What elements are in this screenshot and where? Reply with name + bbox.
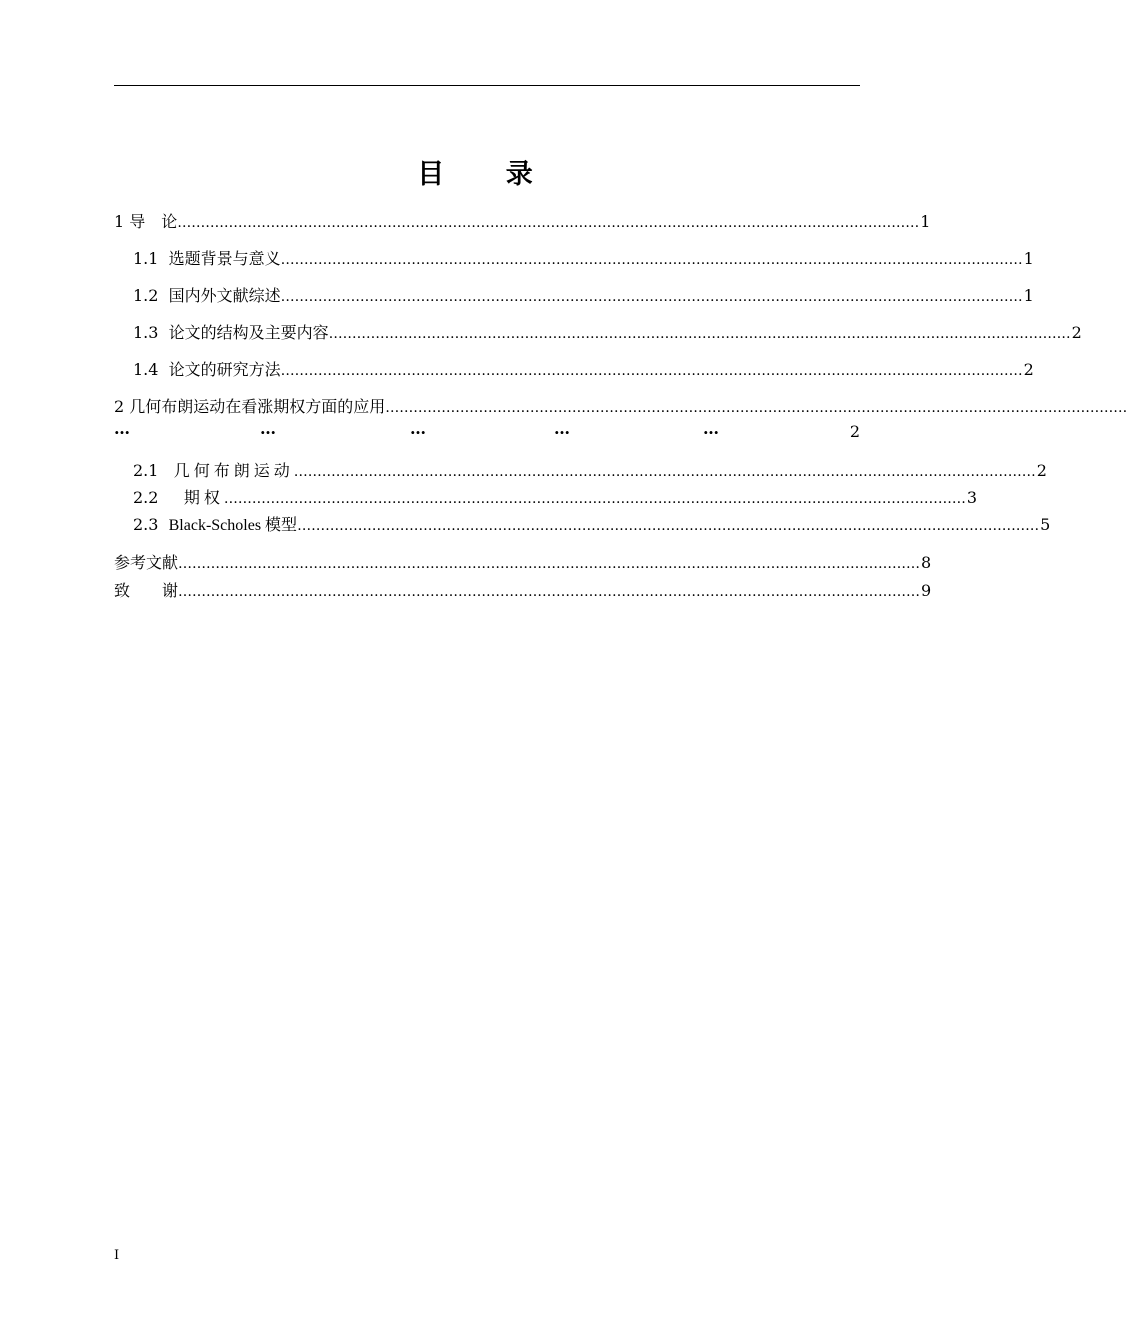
toc-title: 目 录 xyxy=(417,159,559,190)
toc-entry-1[interactable] xyxy=(114,209,931,232)
toc-entry-acknowledgements[interactable] xyxy=(114,578,932,601)
toc-page-number: 2 xyxy=(1023,360,1034,379)
leader-dot-group: … xyxy=(554,419,570,438)
leader-dot-group: … xyxy=(114,419,130,438)
toc-leader-dots: …………………………………………………………………………………………………………………………………………… xyxy=(177,215,920,231)
toc-entry-1-2[interactable] xyxy=(133,283,1034,306)
toc-entry-1-1[interactable] xyxy=(133,246,1034,269)
toc-entry-label: 2.2 期权 xyxy=(133,488,224,507)
toc-page-number: 5 xyxy=(1040,515,1051,534)
footer-page-number: I xyxy=(114,1248,120,1263)
toc-leader-dots: …………………………………………………………………………………………………………………………………………… xyxy=(223,491,966,507)
toc-leader-dots: …………………………………………………………………………………………………………………………………………… xyxy=(385,400,1127,416)
toc-leader-dots: …………………………………………………………………………………………………………………………………………… xyxy=(328,326,1071,342)
toc-entry-label: 参考文献 xyxy=(114,553,179,572)
leader-dot-group: … xyxy=(703,419,719,438)
toc-entry-2-continuation xyxy=(114,419,860,443)
toc-page-number: 2 xyxy=(1071,323,1082,342)
header-rule xyxy=(114,85,860,86)
toc-entry-label: 致 谢 xyxy=(114,581,179,600)
toc-leader-dots: …………………………………………………………………………………………………………………………………………… xyxy=(280,252,1023,268)
toc-page-number: 9 xyxy=(921,581,932,600)
toc-entry-label: 2.3 Black-Scholes 模型 xyxy=(133,515,298,534)
toc-leader-dots: …………………………………………………………………………………………………………………………………………… xyxy=(280,363,1023,379)
toc-leader-dots: …………………………………………………………………………………………………………………………………………… xyxy=(178,556,921,572)
toc-leader-dots: …………………………………………………………………………………………………………………………………………… xyxy=(280,289,1023,305)
toc-entry-label: 2 几何布朗运动在看涨期权方面的应用 xyxy=(114,397,386,416)
toc-entry-1-4[interactable] xyxy=(133,357,1034,380)
leader-dot-group: … xyxy=(260,419,276,438)
toc-entry-2-3[interactable] xyxy=(133,512,1051,535)
toc-entry-references[interactable] xyxy=(114,550,932,573)
toc-leader-dots: …………………………………………………………………………………………………………………………………………… xyxy=(293,464,1036,480)
toc-leader-dots: …………………………………………………………………………………………………………………………………………… xyxy=(297,518,1040,534)
toc-entry-1-3[interactable] xyxy=(133,320,1082,343)
toc-page-number: 1 xyxy=(1023,249,1034,268)
toc-entry-label: 1.4 论文的研究方法 xyxy=(133,360,281,379)
toc-entry-label: 1 导 论 xyxy=(114,212,178,231)
toc-page-number: 2 xyxy=(849,422,860,441)
toc-page-number: 2 xyxy=(1036,461,1047,480)
toc-page-number: 1 xyxy=(1023,286,1034,305)
toc-entry-2-2[interactable] xyxy=(133,485,978,508)
toc-page-number: 1 xyxy=(920,212,931,231)
toc-page-number: 8 xyxy=(921,553,932,572)
toc-page-number: 3 xyxy=(966,488,978,507)
toc-leader-dots: …………………………………………………………………………………………………………………………………………… xyxy=(178,584,921,600)
toc-entry-2[interactable] xyxy=(114,394,1127,417)
leader-dot-group: … xyxy=(410,419,426,438)
toc-entry-label: 2.1 几何布朗运动 xyxy=(133,461,294,480)
toc-entry-label: 1.1 选题背景与意义 xyxy=(133,249,281,268)
toc-entry-label: 1.2 国内外文献综述 xyxy=(133,286,281,305)
toc-entry-2-1[interactable] xyxy=(133,458,1047,481)
toc-entry-label: 1.3 论文的结构及主要内容 xyxy=(133,323,329,342)
